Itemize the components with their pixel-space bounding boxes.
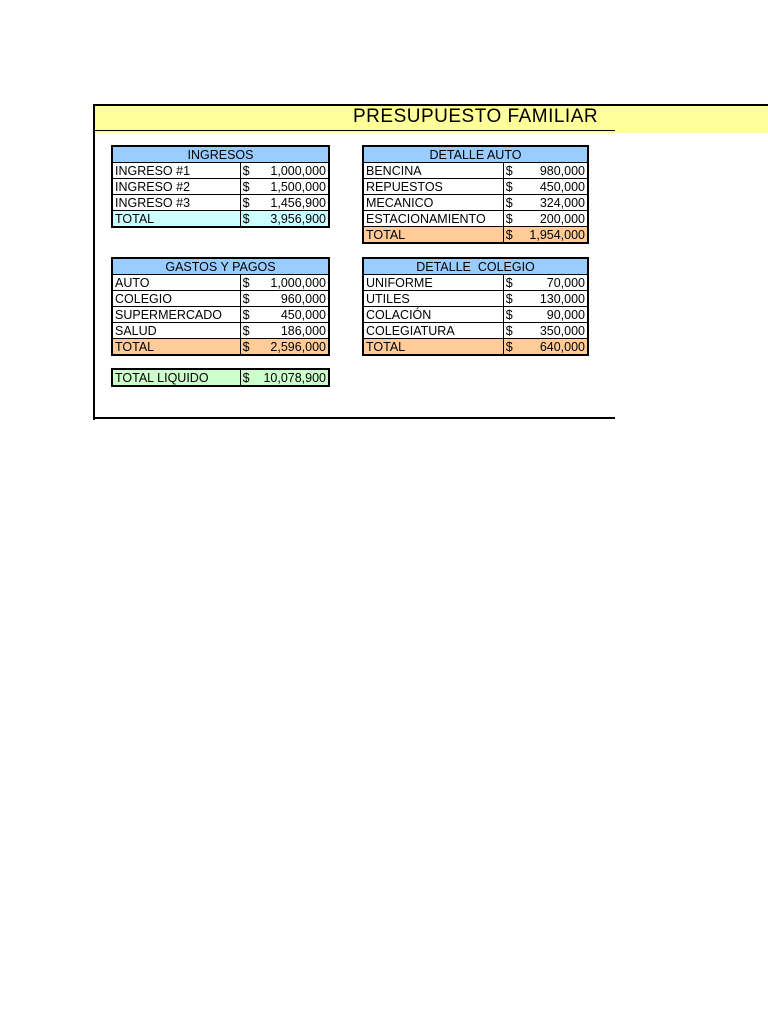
table-row — [363, 163, 588, 179]
row-label: SUPERMERCADO — [112, 307, 240, 323]
row-amount: $ 186,000 — [240, 323, 329, 339]
total-liquido-label: TOTAL LIQUIDO — [112, 369, 240, 386]
detalle-colegio-table — [362, 257, 589, 356]
table-row — [112, 307, 329, 323]
gastos-table — [111, 257, 330, 356]
table-row — [363, 323, 588, 339]
table-row — [363, 291, 588, 307]
total-label: TOTAL — [112, 339, 240, 356]
row-amount: $ 980,000 — [503, 163, 588, 179]
row-amount: $ 324,000 — [503, 195, 588, 211]
total-row — [112, 339, 329, 356]
title-rule — [95, 130, 615, 131]
row-amount: $ 90,000 — [503, 307, 588, 323]
table-row — [363, 195, 588, 211]
total-row — [363, 339, 588, 356]
page-title: PRESUPUESTO FAMILIAR — [353, 106, 599, 127]
row-amount: $ 350,000 — [503, 323, 588, 339]
row-amount: $ 1,000,000 — [240, 275, 329, 291]
row-amount: $ 960,000 — [240, 291, 329, 307]
row-label: INGRESO #1 — [112, 163, 240, 179]
table-row — [363, 179, 588, 195]
total-label: TOTAL — [363, 227, 503, 244]
total-row — [112, 211, 329, 228]
table-row — [112, 291, 329, 307]
total-amount: $ 640,000 — [503, 339, 588, 356]
row-label: INGRESO #3 — [112, 195, 240, 211]
row-label: COLEGIATURA — [363, 323, 503, 339]
row-label: AUTO — [112, 275, 240, 291]
detalle-auto-header: DETALLE AUTO — [363, 146, 588, 163]
table-row — [112, 163, 329, 179]
frame-left-border — [93, 104, 95, 420]
row-label: ESTACIONAMIENTO — [363, 211, 503, 227]
row-label: COLEGIO — [112, 291, 240, 307]
table-row — [363, 307, 588, 323]
detalle-colegio-header: DETALLE COLEGIO — [363, 258, 588, 275]
total-liquido-table — [111, 368, 330, 387]
total-amount: $ 1,954,000 — [503, 227, 588, 244]
row-label: UTILES — [363, 291, 503, 307]
table-row — [363, 275, 588, 291]
row-amount: $ 1,456,900 — [240, 195, 329, 211]
row-label: REPUESTOS — [363, 179, 503, 195]
row-amount: $ 130,000 — [503, 291, 588, 307]
row-amount: $ 450,000 — [503, 179, 588, 195]
row-amount: $ 450,000 — [240, 307, 329, 323]
table-row — [112, 323, 329, 339]
row-label: SALUD — [112, 323, 240, 339]
table-row — [112, 179, 329, 195]
total-liquido-row — [112, 369, 329, 386]
row-label: BENCINA — [363, 163, 503, 179]
gastos-header: GASTOS Y PAGOS — [112, 258, 329, 275]
total-amount: $ 3,956,900 — [240, 211, 329, 228]
row-amount: $ 1,000,000 — [240, 163, 329, 179]
total-amount: $ 2,596,000 — [240, 339, 329, 356]
row-amount: $ 200,000 — [503, 211, 588, 227]
row-amount: $ 1,500,000 — [240, 179, 329, 195]
table-row — [112, 275, 329, 291]
total-label: TOTAL — [112, 211, 240, 228]
row-label: UNIFORME — [363, 275, 503, 291]
table-row — [363, 211, 588, 227]
ingresos-table — [111, 145, 330, 228]
row-amount: $ 70,000 — [503, 275, 588, 291]
row-label: INGRESO #2 — [112, 179, 240, 195]
frame-bottom-border — [93, 417, 615, 419]
row-label: COLACIÓN — [363, 307, 503, 323]
table-row — [112, 195, 329, 211]
detalle-auto-table — [362, 145, 589, 244]
total-label: TOTAL — [363, 339, 503, 356]
ingresos-header: INGRESOS — [112, 146, 329, 163]
row-label: MECANICO — [363, 195, 503, 211]
total-row — [363, 227, 588, 244]
total-liquido-amount: $ 10,078,900 — [240, 369, 329, 386]
